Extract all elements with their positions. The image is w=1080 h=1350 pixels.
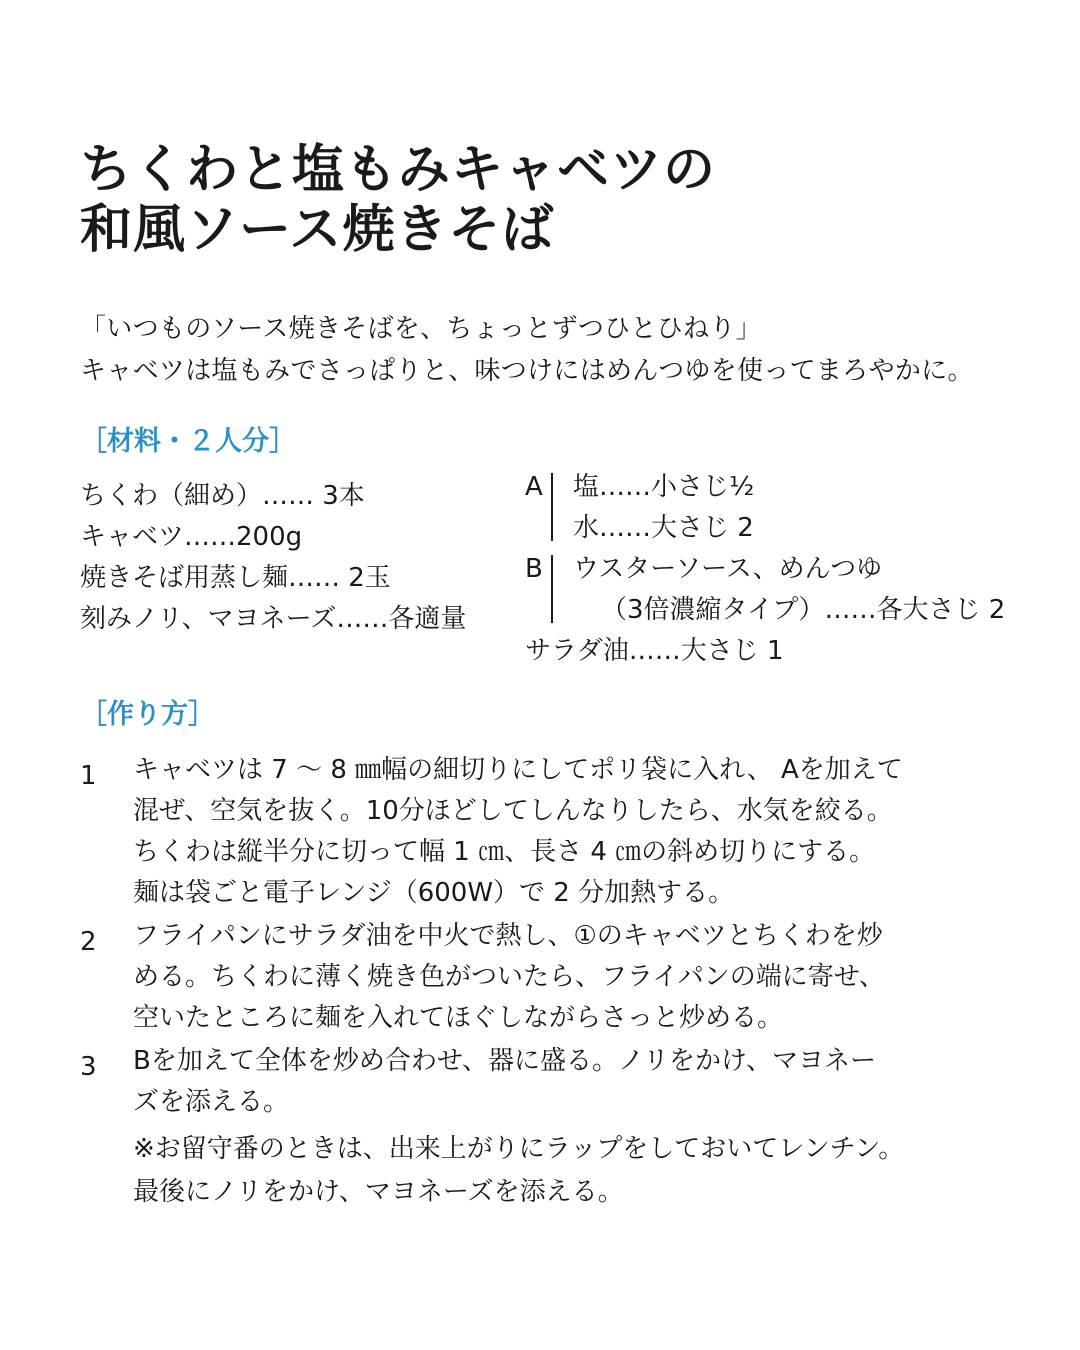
- ingredient-item: 刻みノリ、マヨネーズ……各適量: [80, 604, 467, 634]
- step-line: 混ぜ、空気を抜く。10分ほどしてしんなりしたら、水気を絞る。: [133, 796, 893, 826]
- step-text: [133, 916, 885, 1039]
- recipe-title-line: ちくわと塩もみキャベツの: [80, 140, 717, 200]
- recipe-title: [80, 140, 716, 260]
- method-step: [80, 750, 940, 914]
- note-line: 最後にノリをかけ、マヨネーズを添える。: [133, 1177, 624, 1207]
- group-label: A: [525, 472, 543, 502]
- step-line: キャベツは 7 ～ 8 ㎜幅の細切りにしてポリ袋に入れ、 Aを加えて: [133, 755, 903, 785]
- recipe-title-line: 和風ソース焼きそば: [80, 200, 555, 260]
- step-line: フライパンにサラダ油を中火で熱し、①のキャベツとちくわを炒: [133, 921, 883, 951]
- method-step: [80, 1041, 940, 1123]
- method-steps: [80, 750, 940, 1125]
- recipe-note: [133, 1128, 904, 1214]
- group-lines: [573, 549, 1005, 631]
- seasoning-group-a: [525, 467, 1005, 549]
- step-line: ちくわは縦半分に切って幅 1 ㎝、長さ 4 ㎝の斜め切りにする。: [133, 837, 876, 867]
- ingredient-item: キャベツ……200g: [80, 522, 303, 552]
- step-number: 1: [80, 761, 97, 791]
- ingredient-item: ちくわ（細め）…… 3本: [80, 481, 365, 511]
- group-lines: [573, 467, 754, 549]
- step-number: 3: [80, 1052, 97, 1082]
- ingredients-list: [80, 476, 466, 640]
- ingredient-item: 塩……小さじ½: [573, 472, 755, 502]
- method-step: [80, 916, 940, 1039]
- intro-line: 「いつものソース焼きそばを、ちょっとずつひとひねり」: [80, 314, 762, 344]
- step-text: [133, 1041, 876, 1123]
- group-label: B: [525, 554, 543, 584]
- step-line: 空いたところに麺を入れてほぐしながらさっと炒める。: [133, 1003, 784, 1033]
- ingredient-item: （3倍濃縮タイプ）……各大さじ 2: [601, 595, 1006, 625]
- step-line: ズを添える。: [133, 1087, 290, 1117]
- group-bracket: [551, 473, 553, 541]
- step-number: 2: [80, 927, 97, 957]
- step-text: [133, 750, 903, 914]
- step-line: Bを加えて全体を炒め合わせ、器に盛る。ノリをかけ、マヨネー: [133, 1046, 876, 1076]
- step-line: める。ちくわに薄く焼き色がついたら、フライパンの端に寄せ、: [133, 962, 885, 992]
- ingredient-item: 焼きそば用蒸し麺…… 2玉: [80, 563, 391, 593]
- ingredients-heading: ［材料・２人分］: [80, 426, 296, 457]
- step-line: 麺は袋ごと電子レンジ（600W）で 2 分加熱する。: [133, 878, 735, 908]
- ingredient-item: ウスターソース、めんつゆ: [573, 554, 883, 584]
- recipe-intro: [80, 308, 974, 392]
- intro-line: キャベツは塩もみでさっぱりと、味つけにはめんつゆを使ってまろやかに。: [80, 356, 974, 386]
- group-bracket: [551, 555, 553, 623]
- ingredient-item: 水……大さじ 2: [573, 513, 754, 543]
- ingredient-item: サラダ油……大さじ 1: [525, 636, 784, 666]
- seasoning-group-b: [525, 549, 1005, 631]
- seasoning-list: [525, 467, 1005, 672]
- method-heading: ［作り方］: [80, 699, 215, 730]
- note-line: ※お留守番のときは、出来上がりにラップをしておいてレンチン。: [133, 1134, 905, 1164]
